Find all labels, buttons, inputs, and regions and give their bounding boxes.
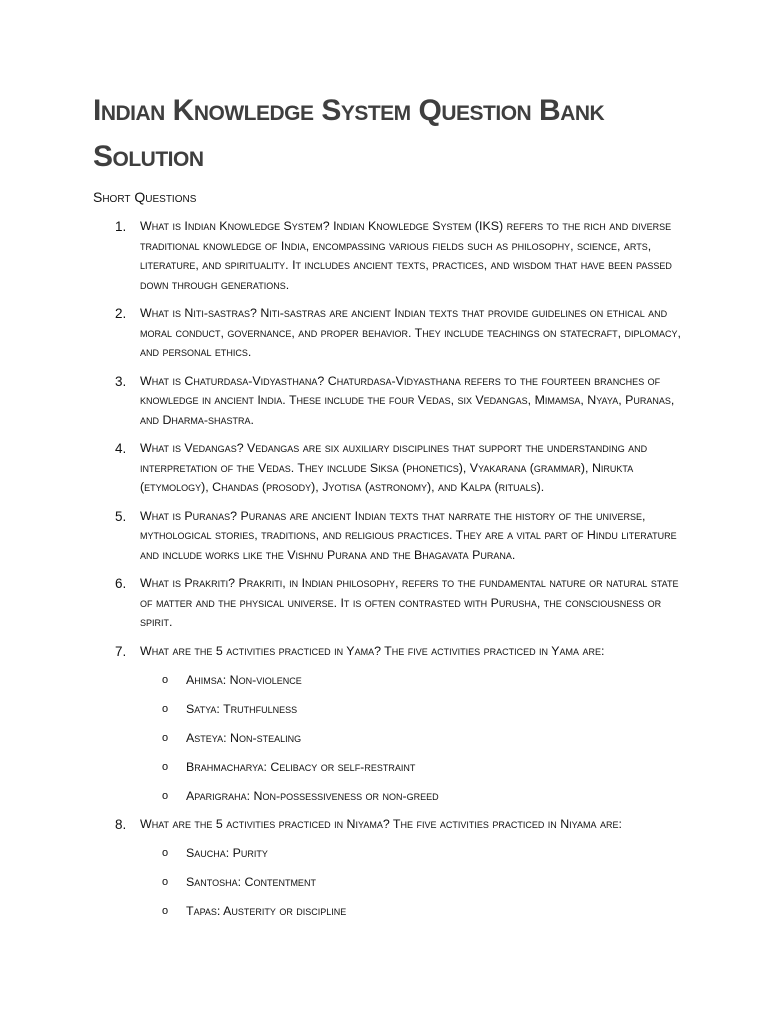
question-item-7 (93, 642, 683, 807)
question-text: What are the 5 activities practiced in Yama? The five activities practiced in Yama are: (140, 643, 605, 658)
list-item-text: Saucha: Purity (186, 846, 268, 860)
circle-bullet-icon: o (162, 673, 169, 686)
question-number: 1. (115, 219, 127, 234)
list-item (140, 729, 683, 749)
question-number: 5. (115, 508, 127, 524)
question-number: 2. (115, 306, 127, 321)
question-text: What is Indian Knowledge System? Indian Knowledge System (IKS) refers to the rich and diverse traditional knowledge of India, encompassing various fields such as philosophy, science, arts, literature, and spirituality. It includes ancient texts, practices, and wisdom that have been passed down through generations. (140, 219, 672, 292)
question-item-3 (93, 372, 683, 431)
circle-bullet-icon: o (162, 731, 169, 744)
list-item (140, 671, 683, 691)
question-number: 4. (115, 441, 127, 456)
question-text: What is Niti-sastras? Niti-sastras are ancient Indian texts that provide guidelines on ethical and moral conduct, governance, and proper behavior. They include teachings on statecraft, diplomacy, and personal ethics. (140, 306, 681, 359)
question-text: What is Puranas? Puranas are ancient Indian texts that narrate the history of the universe, mythological stories, traditions, and religious practices. They are a vital part of Hindu literature and include works like the Vishnu Purana and the Bhagavata Purana. (140, 508, 677, 562)
list-item-text: Aparigraha: Non-possessiveness or non-greed (186, 788, 439, 803)
question-text: What is Vedangas? Vedangas are six auxiliary disciplines that support the understanding and interpretation of the Vedas. They include Siksa (phonetics), Vyakarana (grammar), Nirukta (etymology), Chandas (prosody), Jyotisa (astronomy), and Kalpa (rituals). (140, 441, 648, 494)
circle-bullet-icon: o (162, 876, 169, 888)
yama-list (140, 671, 683, 807)
question-item-4 (93, 439, 683, 498)
question-list (93, 217, 683, 931)
list-item (140, 902, 683, 922)
list-item (140, 700, 683, 720)
question-item-1 (93, 217, 683, 295)
list-item-text: Satya: Truthfulness (186, 701, 298, 716)
list-item (140, 873, 683, 893)
question-text: What is Prakriti? Prakriti, in Indian philosophy, refers to the fundamental nature or natural state of matter and the physical universe. It is often contrasted with Purusha, the consciousness or spirit. (140, 576, 679, 629)
list-item-text: Tapas: Austerity or discipline (186, 904, 347, 918)
circle-bullet-icon: o (162, 760, 169, 773)
section-heading: Short Questions (93, 189, 197, 205)
list-item (140, 758, 683, 778)
circle-bullet-icon: o (162, 789, 169, 802)
document-title: Indian Knowledge System Question Bank Solution (93, 94, 605, 173)
question-number: 3. (115, 373, 127, 389)
list-item (140, 844, 683, 864)
list-item-text: Santosha: Contentment (186, 875, 316, 889)
list-item (140, 787, 683, 807)
question-number: 7. (115, 643, 127, 659)
circle-bullet-icon: o (162, 702, 169, 715)
question-item-6 (93, 574, 683, 633)
list-item-text: Brahmacharya: Celibacy or self-restraint (186, 759, 416, 774)
question-item-2 (93, 304, 683, 363)
question-text: What are the 5 activities practiced in Niyama? The five activities practiced in Niyama are: (140, 817, 622, 831)
list-item-text: Ahimsa: Non-violence (186, 672, 302, 687)
question-number: 8. (115, 817, 127, 832)
circle-bullet-icon: o (162, 905, 169, 917)
question-item-5 (93, 507, 683, 566)
question-number: 6. (115, 576, 127, 591)
niyama-list (140, 844, 683, 922)
question-text: What is Chaturdasa-Vidyasthana? Chaturdasa-Vidyasthana refers to the fourteen branches of knowledge in ancient India. These include the four Vedas, six Vedangas, Mimamsa, Nyaya, Puranas, and Dharma-shastra. (140, 373, 675, 427)
circle-bullet-icon: o (162, 847, 169, 859)
list-item-text: Asteya: Non-stealing (186, 730, 302, 745)
question-item-8 (93, 815, 683, 922)
